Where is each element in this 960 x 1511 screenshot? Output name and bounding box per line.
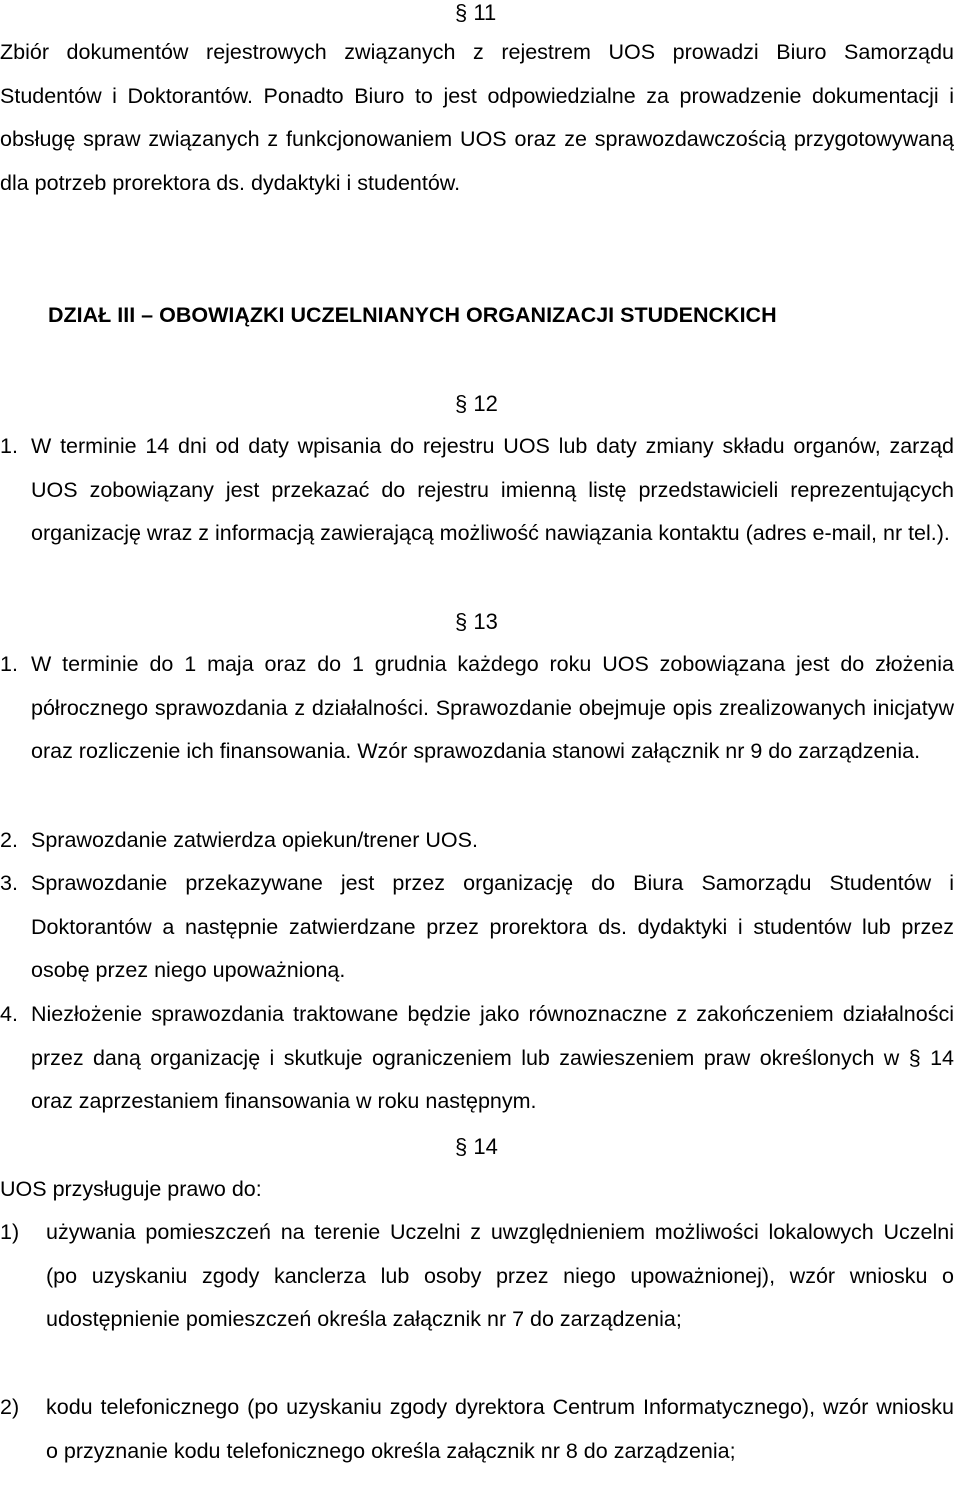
item-number: 2. xyxy=(0,828,18,852)
item-number: 1. xyxy=(0,434,18,458)
item-number: 3. xyxy=(0,871,18,895)
section-13-heading: § 13 xyxy=(455,609,498,634)
item-number: 4. xyxy=(0,1002,18,1026)
chapter-heading: DZIAŁ III – OBOWIĄZKI UCZELNIANYCH ORGANIZACJI STUDENCKICH xyxy=(48,303,777,327)
item-text: Sprawozdanie zatwierdza opiekun/trener UOS. xyxy=(31,828,478,852)
item-text: używania pomieszczeń na terenie Uczelni z uwzględnieniem możliwości lokalowych Uczelni (po uzyskaniu zgody kanclerza lub osoby przez niego upoważnionej), wzór wniosku o udostępnienie pomieszczeń określa załącznik nr 7 do zarządzenia; xyxy=(46,1220,954,1332)
item-text: Sprawozdanie przekazywane jest przez organizację do Biura Samorządu Studentów i Doktorantów a następnie zatwierdzane przez prorektora ds. dydaktyki i studentów lub przez osobę przez niego upoważnioną. xyxy=(31,871,954,983)
section-14-heading: § 14 xyxy=(455,1134,498,1159)
section-11-paragraph: Zbiór dokumentów rejestrowych związanych z rejestrem UOS prowadzi Biuro Samorządu Studentów i Doktorantów. Ponadto Biuro to jest odpowiedzialne za prowadzenie dokumentacji i obsługę spraw związanych z funkcjonowaniem UOS oraz ze sprawozdawczością przygotowywaną dla potrzeb prorektora ds. dydaktyki i studentów. xyxy=(0,40,954,196)
item-text: Niezłożenie sprawozdania traktowane będzie jako równoznaczne z zakończeniem działalności przez daną organizację i skutkuje ograniczeniem lub zawieszeniem praw określonych w § 14 oraz zaprzestaniem finansowania w roku następnym. xyxy=(31,1002,954,1114)
item-text: W terminie 14 dni od daty wpisania do rejestru UOS lub daty zmiany składu organów, zarząd UOS zobowiązany jest przekazać do rejestru imienną listę przedstawicieli reprezentujących organizację wraz z informacją zawierającą możliwość nawiązania kontaktu (adres e-mail, nr tel.). xyxy=(31,434,954,546)
item-number: 1) xyxy=(0,1220,20,1244)
item-number: 2) xyxy=(0,1395,20,1419)
item-text: kodu telefonicznego (po uzyskaniu zgody dyrektora Centrum Informatycznego), wzór wniosku o przyznanie kodu telefonicznego określa załącznik nr 8 do zarządzenia; xyxy=(46,1395,954,1463)
item-number: 1. xyxy=(0,652,18,676)
item-text: W terminie do 1 maja oraz do 1 grudnia każdego roku UOS zobowiązana jest do złożenia półrocznego sprawozdania z działalności. Sprawozdanie obejmuje opis zrealizowanych inicjatyw oraz rozliczenie ich finansowania. Wzór sprawozdania stanowi załącznik nr 9 do zarządzenia. xyxy=(31,652,954,764)
section-11-heading: § 11 xyxy=(455,0,497,25)
section-12-heading: § 12 xyxy=(455,391,498,416)
section-14-intro: UOS przysługuje prawo do: xyxy=(0,1177,262,1201)
